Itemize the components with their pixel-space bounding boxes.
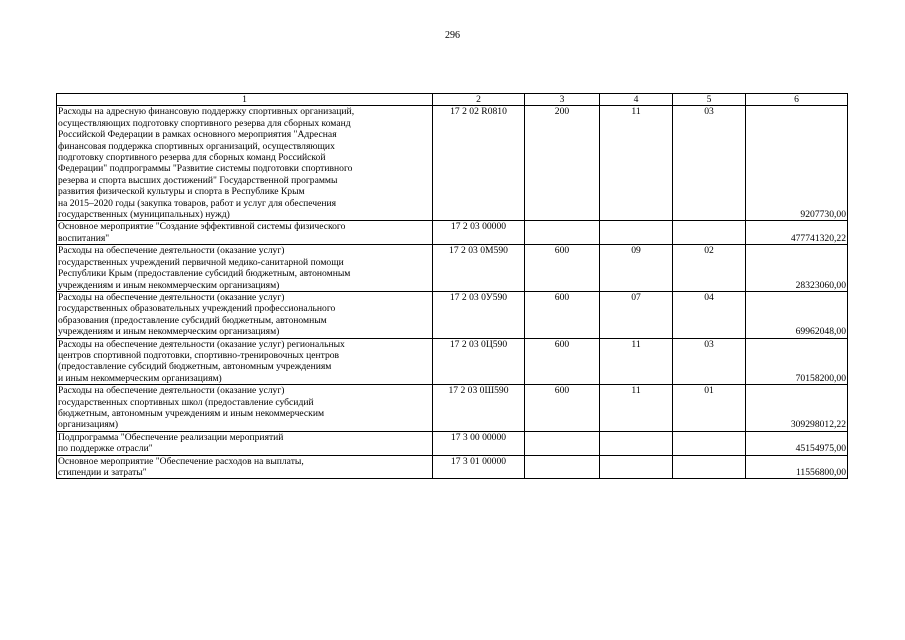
row-subsection: 01	[673, 385, 746, 432]
row-subsection	[673, 455, 746, 479]
column-header-5: 5	[673, 94, 746, 106]
row-target-code: 17 2 02 R0810	[433, 106, 525, 221]
column-header-1: 1	[57, 94, 433, 106]
row-target-code: 17 3 01 00000	[433, 455, 525, 479]
row-expense-type: 600	[525, 338, 600, 385]
row-description: Основное мероприятие "Обеспечение расходов на выплаты, стипендии и затраты"	[57, 455, 433, 479]
row-section	[600, 431, 673, 455]
table-row	[57, 385, 848, 432]
row-target-code: 17 2 03 0Ш590	[433, 385, 525, 432]
table-row	[57, 106, 848, 221]
row-expense-type: 600	[525, 385, 600, 432]
table-row	[57, 221, 848, 245]
table-header-row	[57, 94, 848, 106]
table-row	[57, 431, 848, 455]
row-description: Расходы на обеспечение деятельности (оказание услуг) государственных образовательных учреждений профессионального образования (предоставление субсидий бюджетным, автономным учреждениям и иным некоммерческим организациям)	[57, 291, 433, 338]
row-target-code: 17 3 00 00000	[433, 431, 525, 455]
row-target-code: 17 2 03 0У590	[433, 291, 525, 338]
row-expense-type	[525, 221, 600, 245]
row-expense-type: 600	[525, 291, 600, 338]
row-subsection: 04	[673, 291, 746, 338]
row-amount: 70158200,00	[746, 338, 848, 385]
table-row	[57, 338, 848, 385]
row-amount: 477741320,22	[746, 221, 848, 245]
row-amount: 69962048,00	[746, 291, 848, 338]
row-subsection: 02	[673, 245, 746, 292]
row-subsection: 03	[673, 338, 746, 385]
row-amount: 28323060,00	[746, 245, 848, 292]
budget-table	[56, 93, 848, 479]
row-amount: 11556800,00	[746, 455, 848, 479]
row-expense-type	[525, 455, 600, 479]
row-amount: 309298012,22	[746, 385, 848, 432]
table-row	[57, 455, 848, 479]
row-subsection: 03	[673, 106, 746, 221]
row-description: Подпрограмма "Обеспечение реализации мероприятий по поддержке отрасли"	[57, 431, 433, 455]
column-header-3: 3	[525, 94, 600, 106]
column-header-4: 4	[600, 94, 673, 106]
row-section: 09	[600, 245, 673, 292]
column-header-6: 6	[746, 94, 848, 106]
row-description: Расходы на адресную финансовую поддержку спортивных организаций, осуществляющих подготовку спортивного резерва для сборных команд Российской Федерации в рамках основного мероприятия "Адресная финансовая поддержка спортивных организаций, осуществляющих подготовку спортивного резерва для сборных команд Российской Федерации" подпрограммы "Развитие системы подготовки спортивного резерва и спорта высших достижений" Государственной программы развития физической культуры и спорта в Республике Крым на 2015–2020 годы (закупка товаров, работ и услуг для обеспечения государственных (муниципальных) нужд)	[57, 106, 433, 221]
row-section: 11	[600, 385, 673, 432]
row-amount: 9207730,00	[746, 106, 848, 221]
row-description: Основное мероприятие "Создание эффективной системы физического воспитания"	[57, 221, 433, 245]
row-expense-type: 600	[525, 245, 600, 292]
row-description: Расходы на обеспечение деятельности (оказание услуг) государственных спортивных школ (предоставление субсидий бюджетным, автономным учреждениям и иным некоммерческим организациям)	[57, 385, 433, 432]
row-subsection	[673, 431, 746, 455]
row-target-code: 17 2 03 00000	[433, 221, 525, 245]
row-section	[600, 455, 673, 479]
row-section: 07	[600, 291, 673, 338]
column-header-2: 2	[433, 94, 525, 106]
row-section: 11	[600, 106, 673, 221]
table-row	[57, 245, 848, 292]
table-row	[57, 291, 848, 338]
row-expense-type	[525, 431, 600, 455]
row-amount: 45154975,00	[746, 431, 848, 455]
row-target-code: 17 2 03 0М590	[433, 245, 525, 292]
row-target-code: 17 2 03 0Ц590	[433, 338, 525, 385]
row-section: 11	[600, 338, 673, 385]
row-subsection	[673, 221, 746, 245]
row-expense-type: 200	[525, 106, 600, 221]
row-section	[600, 221, 673, 245]
page-number: 296	[445, 30, 460, 41]
row-description: Расходы на обеспечение деятельности (оказание услуг) государственных учреждений первичной медико-санитарной помощи Республики Крым (предоставление субсидий бюджетным, автономным учреждениям и иным некоммерческим организациям)	[57, 245, 433, 292]
row-description: Расходы на обеспечение деятельности (оказание услуг) региональных центров спортивной подготовки, спортивно-тренировочных центров (предоставление субсидий бюджетным, автономным учреждениям и иным некоммерческим организациям)	[57, 338, 433, 385]
